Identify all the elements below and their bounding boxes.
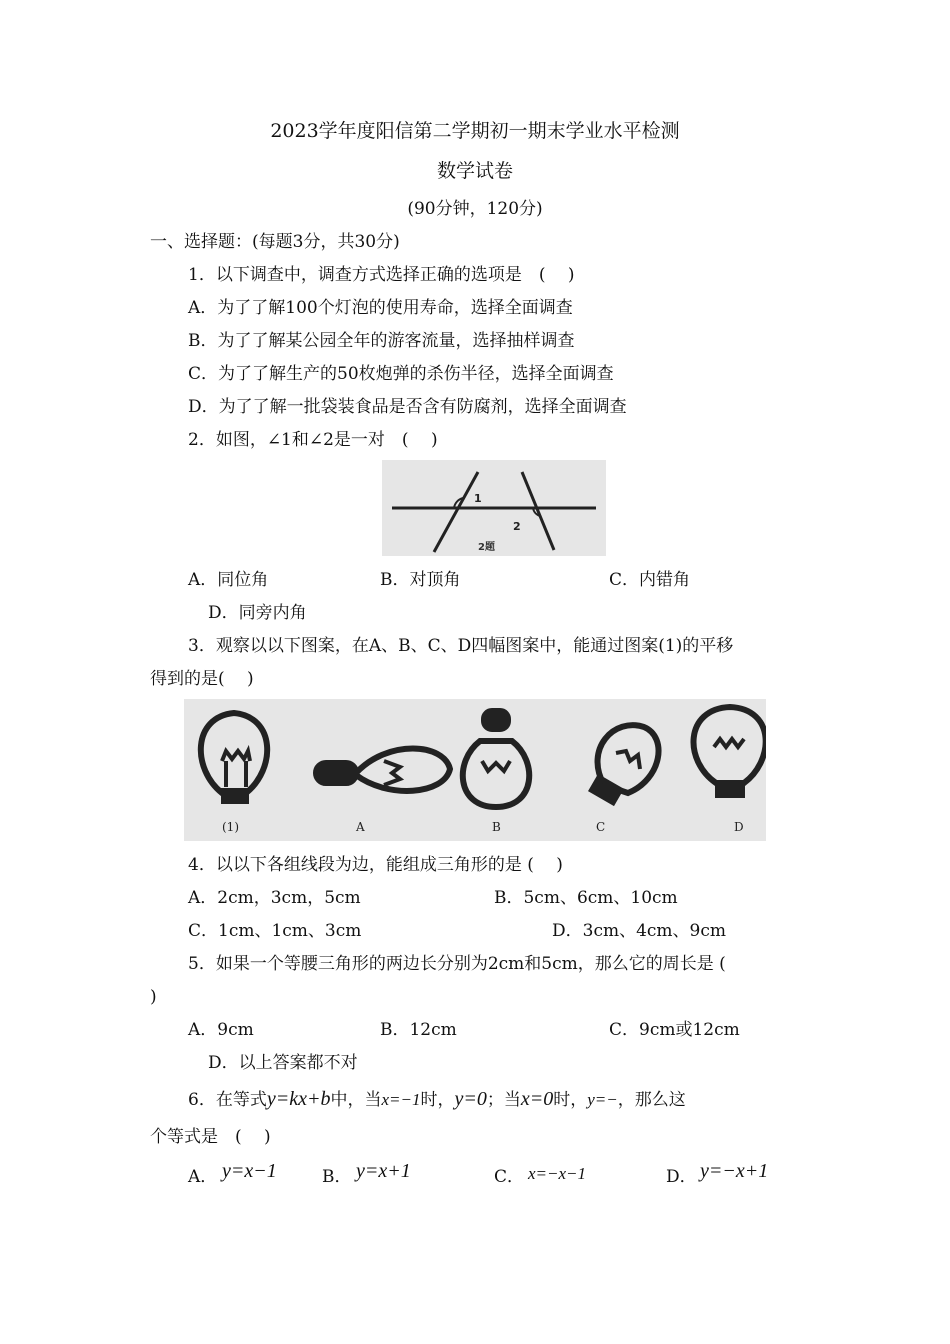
q6-condition-1-x: x=−1	[381, 1090, 421, 1109]
figure-label-a: A	[356, 820, 365, 834]
q6-text-2: 中，当	[330, 1090, 382, 1110]
exam-subtitle: 数学试卷	[436, 160, 513, 182]
q5-option-d: D．以上答案都不对	[208, 1053, 358, 1073]
bulb-b-icon	[463, 711, 529, 807]
q6-text-4: ；当	[486, 1090, 521, 1110]
q6-stem-line2: 个等式是 ( )	[150, 1127, 271, 1147]
q6-option-b-letter: B．	[322, 1167, 352, 1187]
q6-text-5: 时，	[553, 1090, 588, 1110]
figure-label-d: D	[734, 820, 744, 834]
q1-option-d: D．为了了解一批袋装食品是否含有防腐剂，选择全面调查	[188, 397, 627, 417]
q6-text-1: 6．在等式	[188, 1090, 267, 1110]
exam-meta: (90分钟，120分)	[407, 199, 543, 219]
q2-lines-drawing	[382, 460, 606, 556]
q5-option-c: C．9cm或12cm	[609, 1020, 740, 1040]
q4-option-d: D．3cm、4cm、9cm	[552, 921, 727, 941]
bulb-d-icon	[694, 707, 766, 795]
q6-option-a: y=x−1	[222, 1160, 277, 1182]
q6-text-6: ，那么这	[617, 1090, 686, 1110]
q2-option-d: D．同旁内角	[208, 603, 307, 623]
q2-option-c: C．内错角	[609, 570, 691, 590]
q1-stem: 1．以下调查中，调查方式选择正确的选项是 ( )	[188, 265, 575, 285]
q2-option-b: B．对顶角	[380, 570, 461, 590]
q3-stem-line1: 3．观察以以下图案，在A、B、C、D四幅图案中，能通过图案(1)的平移	[188, 636, 734, 656]
q4-option-a: A．2cm，3cm，5cm	[188, 888, 361, 908]
q5-stem-line1: 5．如果一个等腰三角形的两边长分别为2cm和5cm，那么它的周长是 (	[188, 954, 726, 974]
q2-stem: 2．如图，∠1和∠2是一对 ( )	[188, 430, 438, 450]
q4-stem: 4．以以下各组线段为边，能组成三角形的是 ( )	[188, 855, 563, 875]
q6-option-d: y=−x+1	[700, 1160, 769, 1182]
q4-option-c: C．1cm、1cm、3cm	[188, 921, 362, 941]
q5-option-a: A．9cm	[188, 1020, 254, 1040]
q6-condition-2-x: x=0	[520, 1088, 554, 1110]
q3-bulbs-drawing	[184, 699, 766, 841]
q6-option-c: x=−x−1	[528, 1164, 587, 1183]
bulb-c-icon	[592, 725, 658, 802]
q6-condition-1-y: y=0	[454, 1088, 487, 1110]
q2-figure-caption: 2题	[478, 542, 495, 553]
angle-2-label: 2	[513, 520, 521, 533]
q3-stem-line2: 得到的是( )	[150, 669, 254, 689]
q1-option-a: A．为了了解100个灯泡的使用寿命，选择全面调查	[188, 298, 573, 318]
figure-label-b: B	[492, 820, 501, 834]
q1-option-b: B．为了了解某公园全年的游客流量，选择抽样调查	[188, 331, 575, 351]
bulb-a-icon	[316, 749, 450, 791]
q3-bulb-figure	[184, 699, 766, 841]
q6-option-d-letter: D．	[666, 1167, 697, 1187]
q6-option-a-letter: A．	[188, 1167, 218, 1187]
q5-option-b: B．12cm	[380, 1020, 457, 1040]
q6-equation: y=kx+b	[266, 1088, 331, 1110]
bulb-original-icon	[201, 713, 267, 801]
q1-option-c: C．为了了解生产的50枚炮弹的杀伤半径，选择全面调查	[188, 364, 614, 384]
figure-label-1: (1)	[222, 820, 239, 834]
q6-option-b: y=x+1	[356, 1160, 411, 1182]
q2-option-a: A．同位角	[188, 570, 269, 590]
q6-option-c-letter: C．	[494, 1167, 525, 1187]
q2-angle-figure	[382, 460, 606, 556]
figure-label-c: C	[596, 820, 606, 834]
section-heading: 一、选择题：(每题3分，共30分)	[150, 232, 400, 252]
exam-title: 2023学年度阳信第二学期初一期末学业水平检测	[270, 120, 680, 142]
q5-stem-line2: )	[150, 987, 157, 1007]
q4-option-b: B．5cm、6cm、10cm	[494, 888, 678, 908]
angle-1-label: 1	[474, 492, 482, 505]
q6-stem-line1	[188, 1088, 686, 1111]
q6-text-3: 时，	[420, 1090, 455, 1110]
q6-condition-2-y: y=−	[587, 1090, 618, 1109]
